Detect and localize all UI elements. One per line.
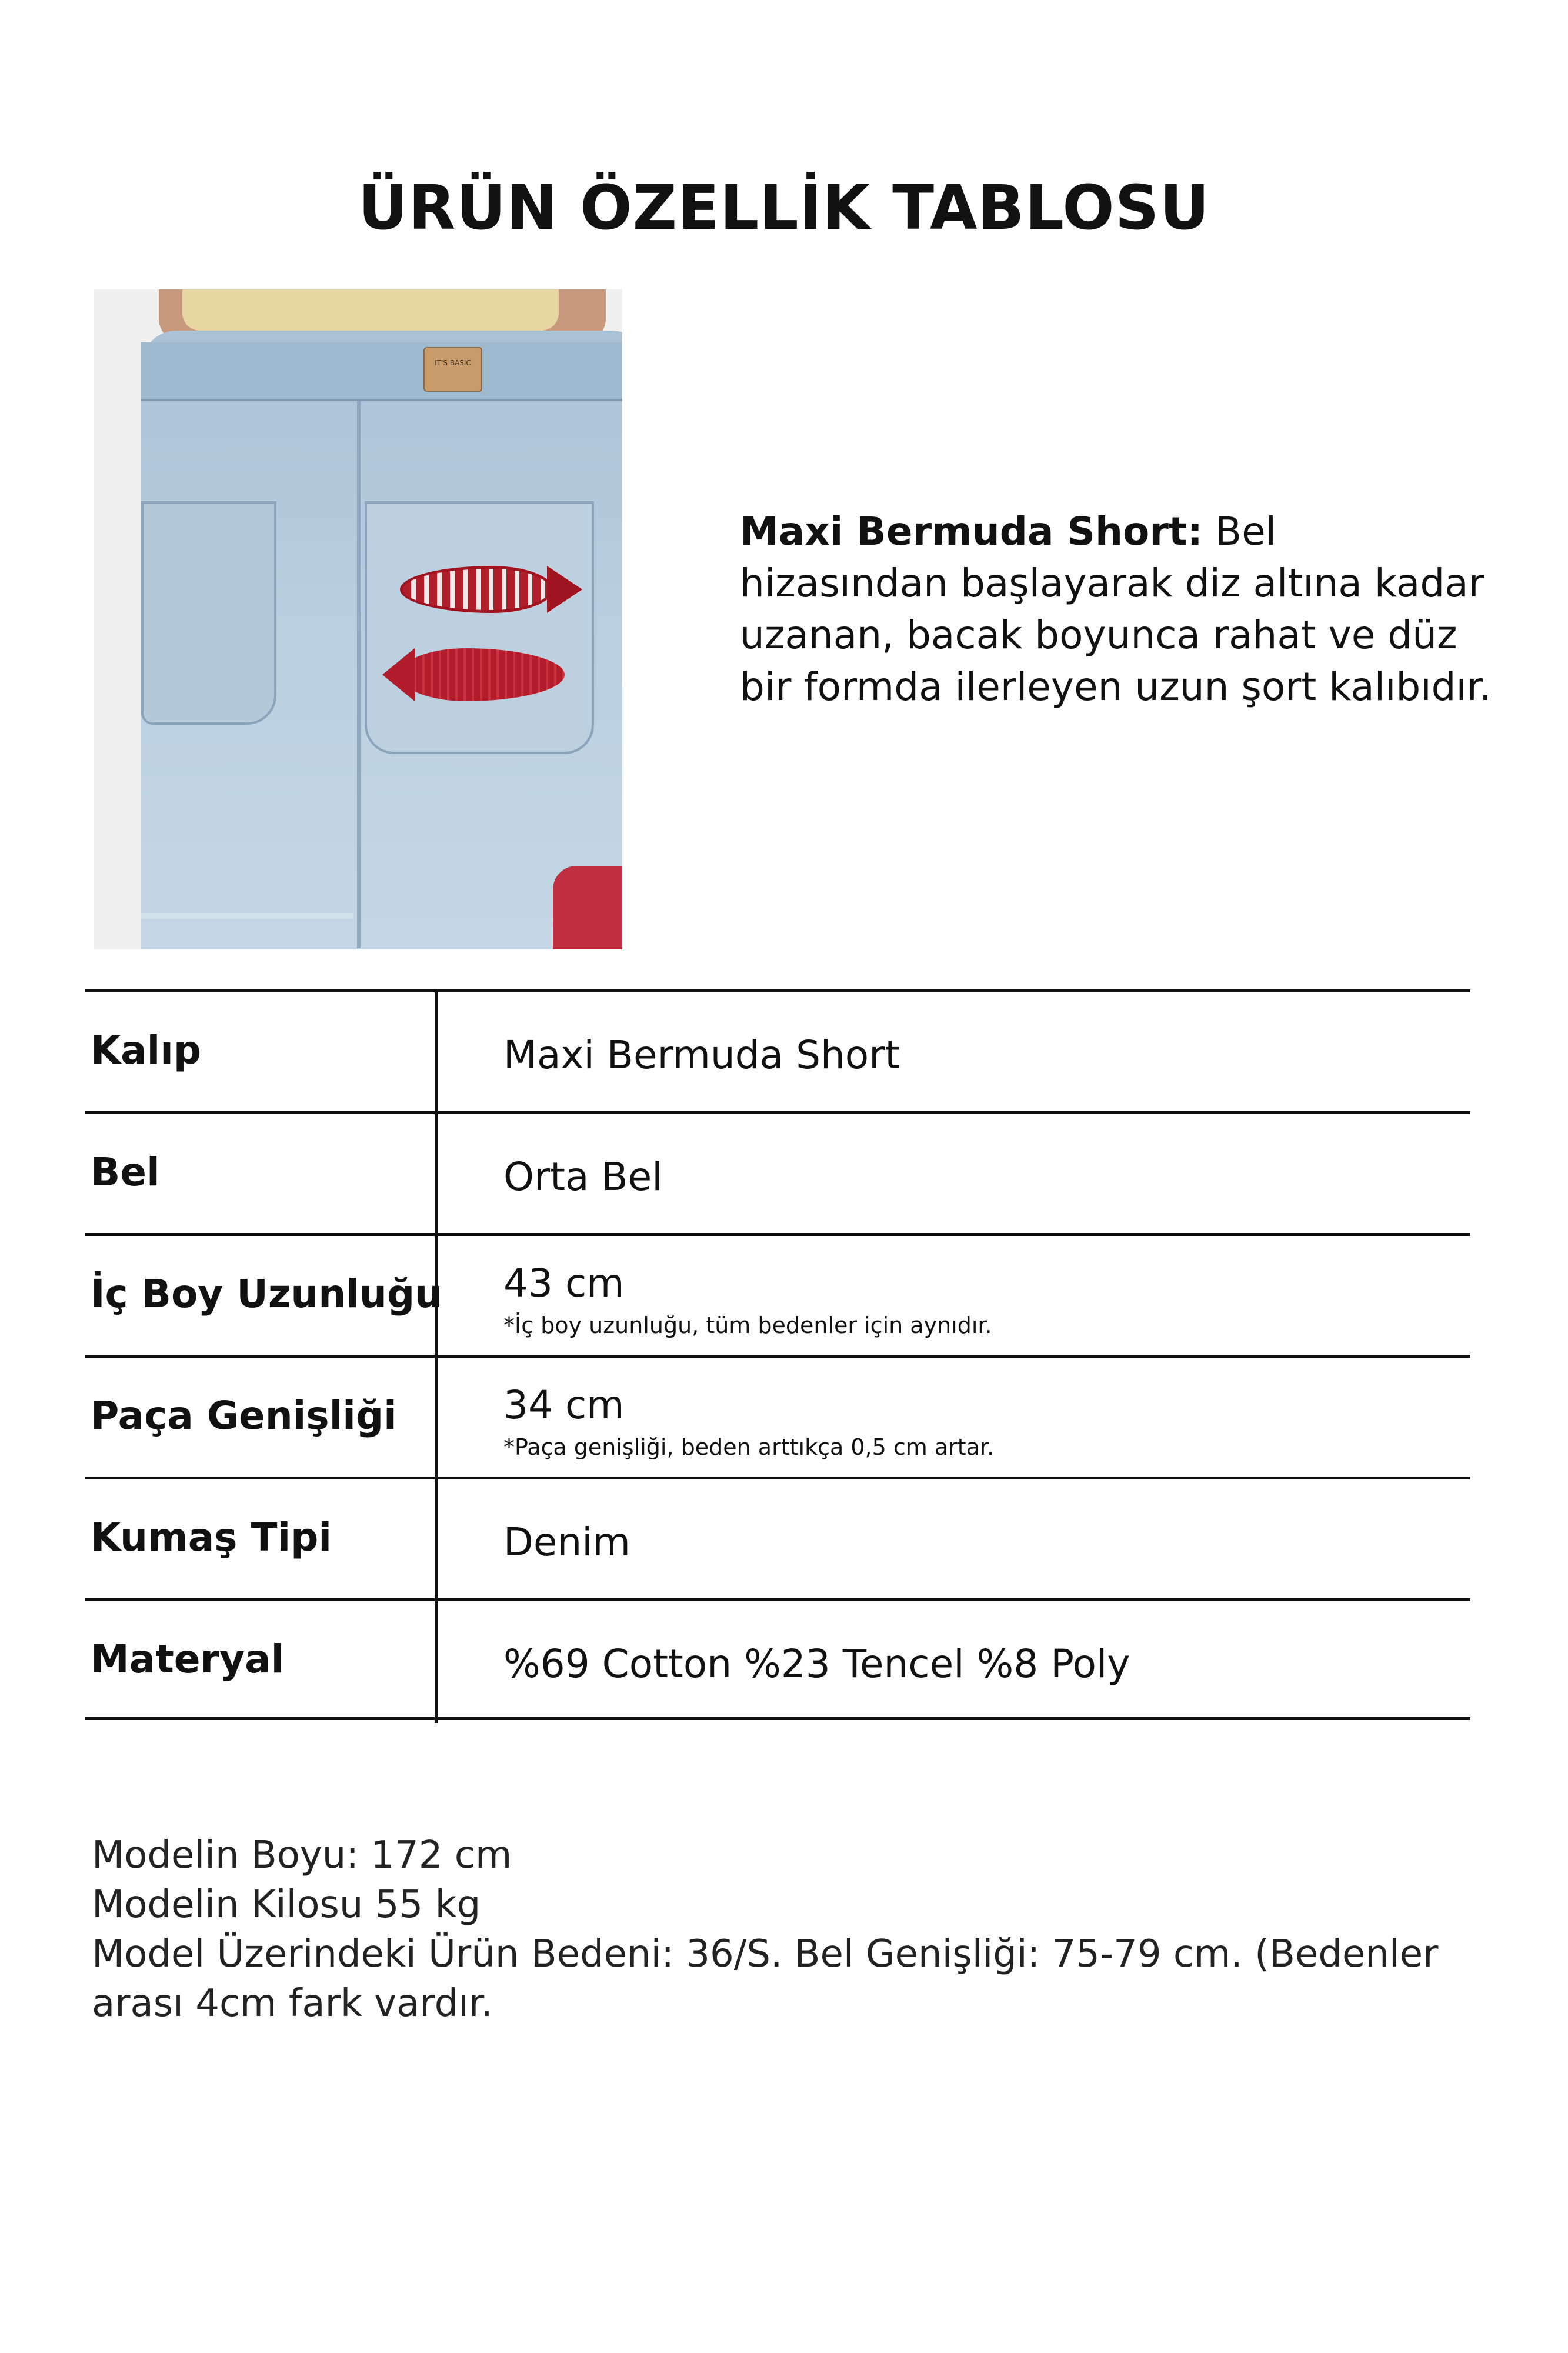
photo-hem (141, 913, 353, 919)
spec-row (85, 1477, 1470, 1598)
spec-value: 34 cm (503, 1382, 625, 1428)
photo-right-pocket (365, 501, 594, 754)
fish-tail (382, 648, 415, 701)
leg-embroidery-patch (553, 866, 622, 949)
spec-note: *Paça genişliği, beden arttıkça 0,5 cm artar. (503, 1434, 995, 1460)
model-size: Model Üzerindeki Ürün Bedeni: 36/S. Bel Genişliği: 75-79 cm. (Bedenler (92, 1932, 1439, 1976)
spec-row (85, 1598, 1470, 1720)
column-divider (435, 1601, 438, 1723)
spec-row (85, 1355, 1470, 1477)
fish-tail (547, 566, 582, 613)
description-text: Bel hizasından başlayarak diz altına kadar uzanan, bacak boyunca rahat ve düz bir formda ilerleyen uzun şort kalıbıdır. (740, 509, 1492, 709)
spec-key: Bel (91, 1149, 160, 1195)
product-photo (94, 289, 622, 949)
spec-value: Orta Bel (503, 1154, 663, 1199)
spec-row (85, 1111, 1470, 1233)
column-divider (435, 1358, 438, 1479)
brand-label: IT'S BASIC (423, 347, 482, 392)
description-heading: Maxi Bermuda Short: (740, 509, 1203, 554)
spec-key: Kalıp (91, 1028, 202, 1073)
model-info (92, 1831, 1515, 2028)
page-title: ÜRÜN ÖZELLİK TABLOSU (358, 172, 1210, 244)
spec-value: %69 Cotton %23 Tencel %8 Poly (503, 1641, 1130, 1687)
spec-row (85, 989, 1470, 1111)
spec-value: Maxi Bermuda Short (503, 1032, 900, 1078)
spec-value: 43 cm (503, 1261, 625, 1306)
model-height: Modelin Boyu: 172 cm (92, 1834, 512, 1877)
spec-table (85, 989, 1470, 1720)
photo-waistband (141, 342, 622, 401)
photo-seam (357, 401, 361, 948)
column-divider (435, 1479, 438, 1601)
spec-key: Paça Genişliği (91, 1393, 397, 1438)
column-divider (435, 992, 438, 1114)
photo-top-garment (182, 289, 559, 331)
spec-note: *İç boy uzunluğu, tüm bedenler için aynıdır. (503, 1312, 992, 1338)
spec-key: Kumaş Tipi (91, 1515, 332, 1560)
spec-value: Denim (503, 1519, 630, 1565)
column-divider (435, 1114, 438, 1236)
spec-key: İç Boy Uzunluğu (91, 1271, 443, 1317)
model-weight: Modelin Kilosu 55 kg (92, 1883, 481, 1927)
size-difference-note: arası 4cm fark vardır. (92, 1982, 493, 2025)
spec-key: Materyal (91, 1637, 285, 1682)
spec-row (85, 1233, 1470, 1355)
product-description (740, 506, 1493, 713)
photo-left-pocket (141, 501, 276, 725)
